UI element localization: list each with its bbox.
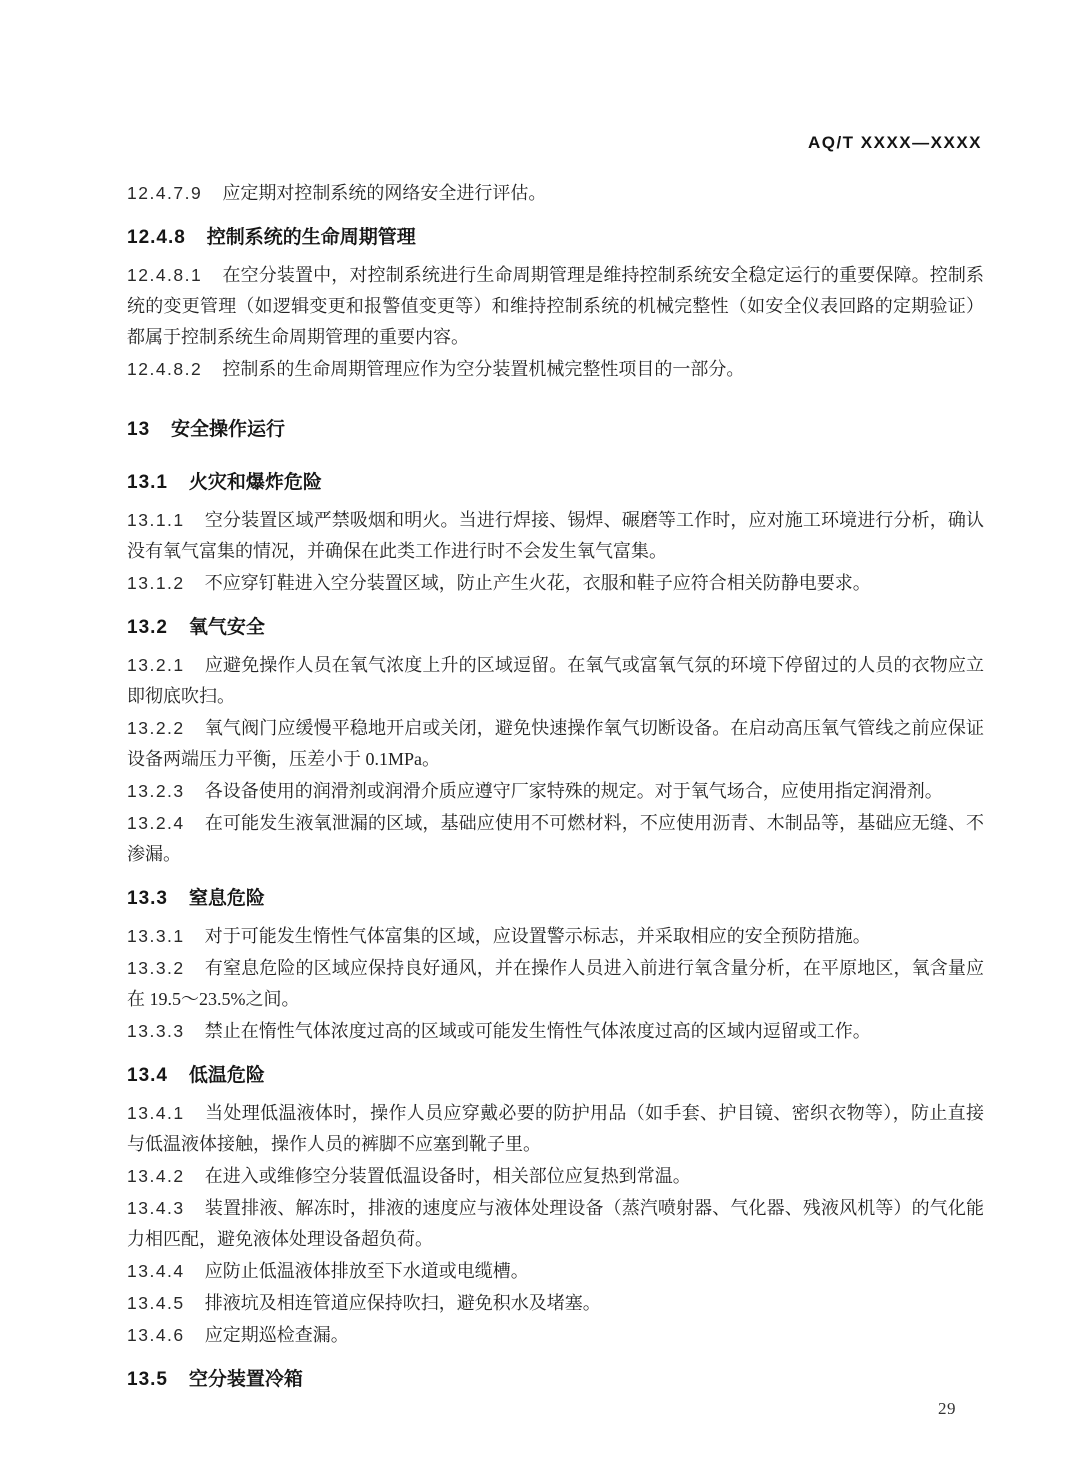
clause	[127, 260, 984, 353]
clause-text: 装置排液、解冻时，排液的速度应与液体处理设备（蒸汽喷射器、气化器、残液风机等）的气化能力相匹配，避免液体处理设备超负荷。	[127, 1198, 984, 1249]
clause	[127, 808, 984, 870]
clause-number: 13.4.2	[127, 1166, 185, 1186]
chapter-heading	[127, 414, 984, 445]
clause-text: 排液坑及相连管道应保持吹扫，避免积水及堵塞。	[204, 1293, 601, 1313]
section-heading	[127, 222, 984, 253]
clause	[127, 776, 984, 807]
standard-code: AQ/T XXXX—XXXX	[807, 133, 982, 152]
clause-number: 13	[127, 419, 151, 440]
clause	[127, 1161, 984, 1192]
clause-number: 13.4	[127, 1065, 168, 1086]
clause-number: 13.1.1	[127, 510, 185, 530]
clause-text: 低温危险	[188, 1065, 265, 1086]
clause-number: 13.5	[127, 1369, 168, 1390]
clause-text: 禁止在惰性气体浓度过高的区域或可能发生惰性气体浓度过高的区域内逗留或工作。	[204, 1021, 871, 1041]
section-heading	[127, 467, 984, 498]
clause-number: 13.1	[127, 472, 168, 493]
clause-text: 氧气阀门应缓慢平稳地开启或关闭，避免快速操作氧气切断设备。在启动高压氧气管线之前应保证设备两端压力平衡，压差小于 0.1MPa。	[127, 718, 984, 769]
clause-text: 安全操作运行	[171, 419, 286, 440]
clause-number: 13.2	[127, 617, 168, 638]
clause	[127, 1098, 984, 1160]
clause-number: 12.4.7.9	[127, 183, 203, 203]
clause-text: 有窒息危险的区域应保持良好通风，并在操作人员进入前进行氧含量分析，在平原地区，氧含量应在 19.5～23.5%之间。	[127, 958, 984, 1009]
clause	[127, 178, 984, 209]
clause-text: 空分装置冷箱	[188, 1369, 303, 1390]
clause-number: 13.2.4	[127, 813, 185, 833]
section-heading	[127, 1364, 984, 1395]
clause-number: 12.4.8.1	[127, 265, 203, 285]
clause-text: 氧气安全	[188, 617, 265, 638]
clause-text: 应避免操作人员在氧气浓度上升的区域逗留。在氧气或富氧气氛的环境下停留过的人员的衣物应立即彻底吹扫。	[127, 655, 984, 706]
clause-text: 在进入或维修空分装置低温设备时，相关部位应复热到常温。	[204, 1166, 691, 1186]
clause-text: 窒息危险	[188, 888, 265, 909]
clause	[127, 568, 984, 599]
clause-text: 应定期对控制系统的网络安全进行评估。	[222, 183, 547, 203]
clause-number: 12.4.8	[127, 227, 186, 248]
clause-number: 13.4.3	[127, 1198, 185, 1218]
clause-number: 13.3.2	[127, 958, 185, 978]
clause-text: 控制系统的生命周期管理	[206, 227, 416, 248]
clause-text: 不应穿钉鞋进入空分装置区域，防止产生火花，衣服和鞋子应符合相关防静电要求。	[204, 573, 871, 593]
clause	[127, 354, 984, 385]
clause	[127, 713, 984, 775]
clause-number: 13.2.1	[127, 655, 185, 675]
clause-number: 13.3.1	[127, 926, 185, 946]
clause-number: 13.3.3	[127, 1021, 185, 1041]
clause	[127, 1256, 984, 1287]
page-number: 29	[938, 1399, 956, 1418]
clause-text: 在空分装置中，对控制系统进行生命周期管理是维持控制系统安全稳定运行的重要保障。控制系统的变更管理（如逻辑变更和报警值变更等）和维持控制系统的机械完整性（如安全仪表回路的定期验证）都属于控制系统生命周期管理的重要内容。	[127, 265, 984, 347]
section-heading	[127, 883, 984, 914]
clause-number: 13.4.5	[127, 1293, 185, 1313]
clause	[127, 1016, 984, 1047]
clause	[127, 505, 984, 567]
clause	[127, 1320, 984, 1351]
clause	[127, 921, 984, 952]
clause	[127, 650, 984, 712]
clause-number: 13.2.3	[127, 781, 185, 801]
clause-number: 12.4.8.2	[127, 359, 203, 379]
clause-number: 13.2.2	[127, 718, 185, 738]
clause-text: 应防止低温液体排放至下水道或电缆槽。	[204, 1261, 529, 1281]
clause-text: 空分装置区域严禁吸烟和明火。当进行焊接、锡焊、碾磨等工作时，应对施工环境进行分析，确认没有氧气富集的情况，并确保在此类工作进行时不会发生氧气富集。	[127, 510, 984, 561]
clause-number: 13.4.1	[127, 1103, 185, 1123]
document-body	[127, 0, 984, 1402]
section-heading	[127, 612, 984, 643]
clause-text: 对于可能发生惰性气体富集的区域，应设置警示标志，并采取相应的安全预防措施。	[204, 926, 871, 946]
clause-number: 13.3	[127, 888, 168, 909]
clause	[127, 953, 984, 1015]
clause-text: 当处理低温液体时，操作人员应穿戴必要的防护用品（如手套、护目镜、密织衣物等），防止直接与低温液体接触，操作人员的裤脚不应塞到靴子里。	[127, 1103, 984, 1154]
section-heading	[127, 1060, 984, 1091]
clause	[127, 1193, 984, 1255]
clause-text: 火灾和爆炸危险	[188, 472, 322, 493]
clause-text: 各设备使用的润滑剂或润滑介质应遵守厂家特殊的规定。对于氧气场合，应使用指定润滑剂。	[204, 781, 943, 801]
clause-text: 控制系的生命周期管理应作为空分装置机械完整性项目的一部分。	[222, 359, 745, 379]
clause-number: 13.4.6	[127, 1325, 185, 1345]
clause-text: 在可能发生液氧泄漏的区域，基础应使用不可燃材料，不应使用沥青、木制品等，基础应无缝、不渗漏。	[127, 813, 984, 864]
clause-number: 13.4.4	[127, 1261, 185, 1281]
clause	[127, 1288, 984, 1319]
clause-text: 应定期巡检查漏。	[204, 1325, 349, 1345]
clause-number: 13.1.2	[127, 573, 185, 593]
